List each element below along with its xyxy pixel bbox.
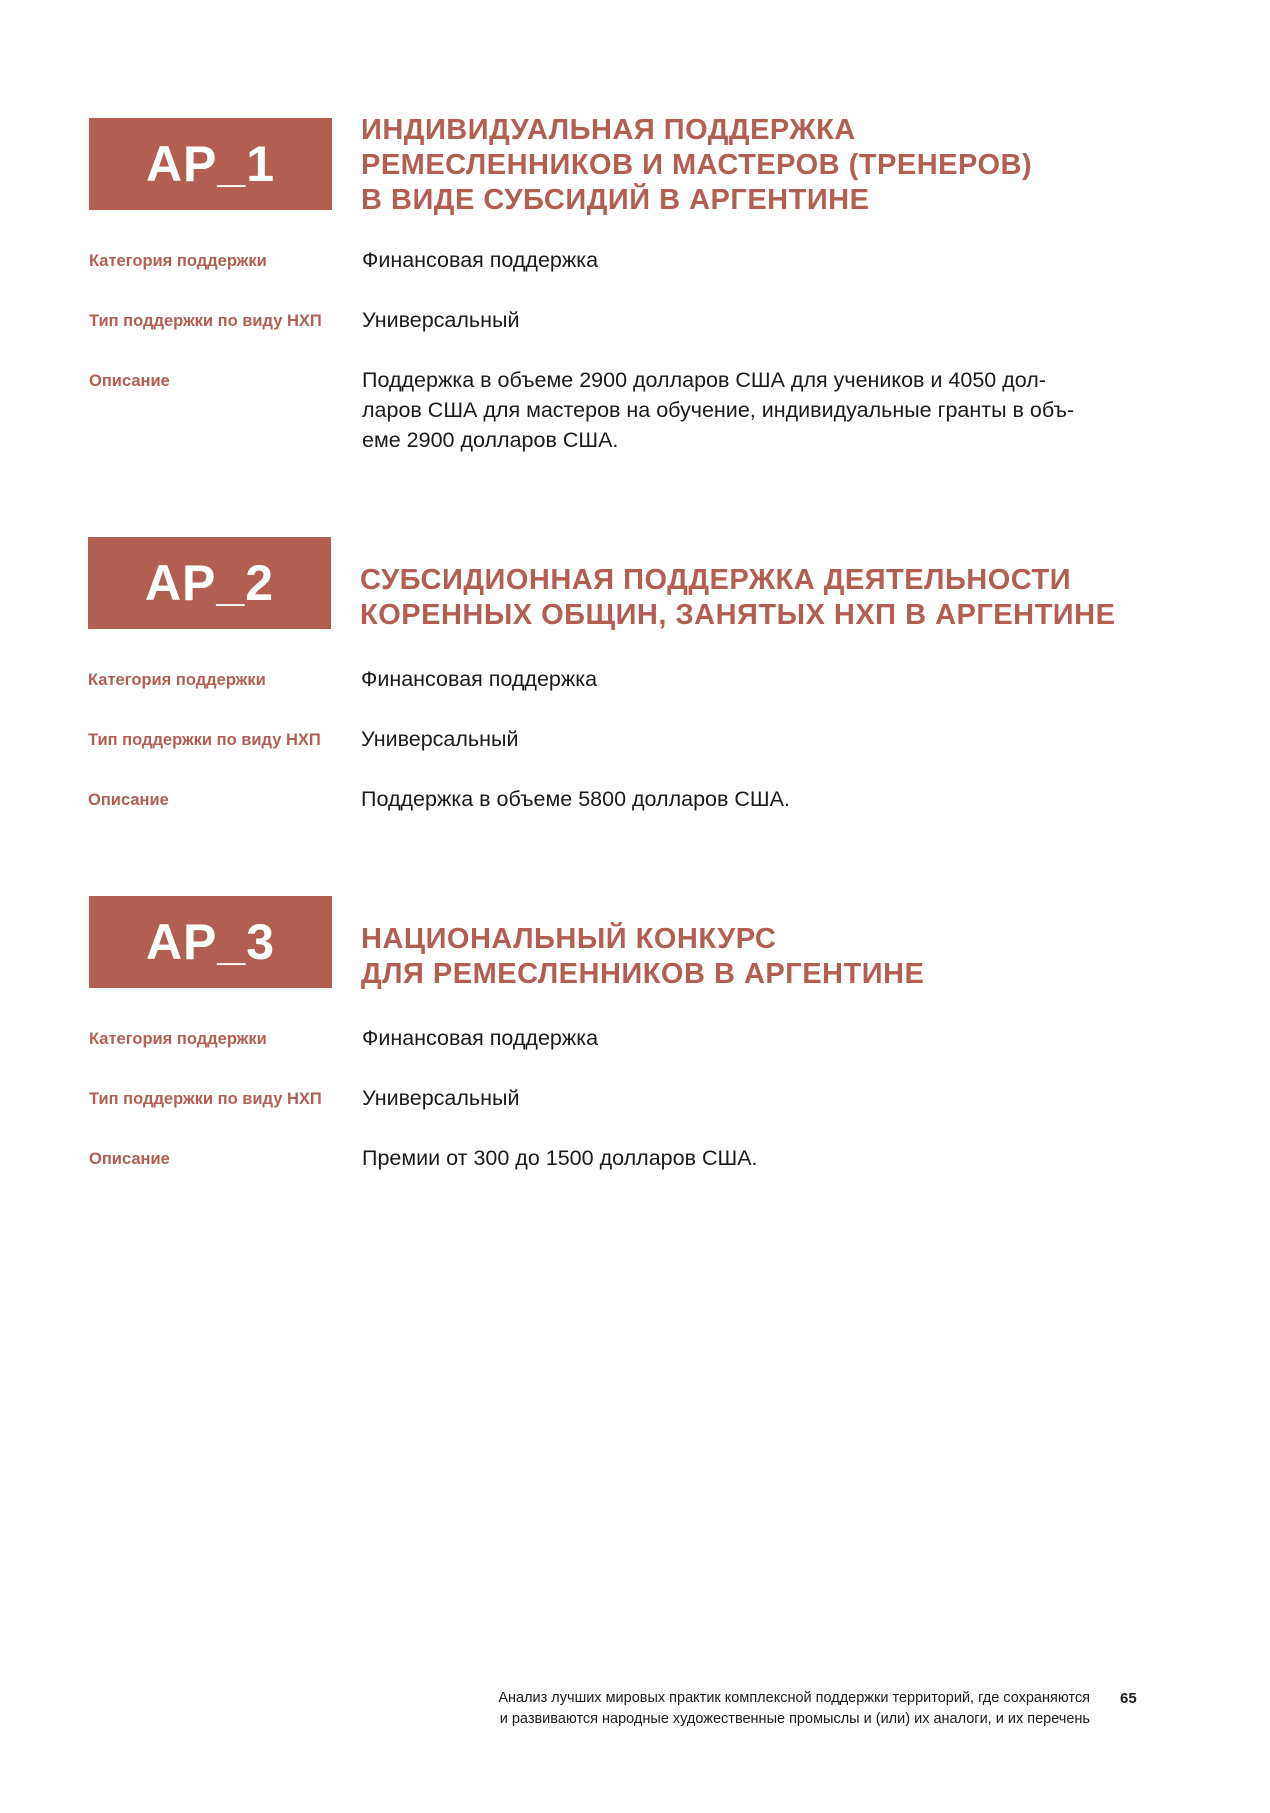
value-line: Универсальный bbox=[361, 727, 519, 751]
row-value bbox=[362, 305, 1162, 335]
row-label: Тип поддержки по виду НХП bbox=[89, 312, 322, 330]
title-line: ДЛЯ РЕМЕСЛЕННИКОВ В АРГЕНТИНЕ bbox=[361, 958, 925, 990]
value-line: Финансовая поддержка bbox=[362, 248, 599, 272]
row-value bbox=[362, 1083, 1162, 1113]
row-label: Категория поддержки bbox=[89, 1030, 267, 1048]
code-badge bbox=[88, 537, 331, 629]
row-value bbox=[362, 245, 1162, 275]
title-line: В ВИДЕ СУБСИДИЙ В АРГЕНТИНЕ bbox=[361, 184, 870, 216]
code-label: AP_2 bbox=[144, 555, 275, 611]
row-value bbox=[362, 1023, 1162, 1053]
row-label: Описание bbox=[88, 791, 169, 809]
row-value bbox=[361, 724, 1161, 754]
value-line: Финансовая поддержка bbox=[362, 1026, 599, 1050]
entry-title bbox=[361, 922, 1211, 992]
row-label: Тип поддержки по виду НХП bbox=[88, 731, 321, 749]
entry-title bbox=[361, 113, 1211, 218]
value-line: еме 2900 долларов США. bbox=[362, 428, 619, 452]
value-line: Универсальный bbox=[362, 308, 520, 332]
footer-line: Анализ лучших мировых практик комплексной поддержки территорий, где сохраняются bbox=[498, 1690, 1090, 1706]
title-line: СУБСИДИОННАЯ ПОДДЕРЖКА ДЕЯТЕЛЬНОСТИ bbox=[360, 564, 1072, 596]
row-value bbox=[361, 664, 1161, 694]
title-line: НАЦИОНАЛЬНЫЙ КОНКУРС bbox=[361, 923, 777, 955]
row-label: Тип поддержки по виду НХП bbox=[89, 1090, 322, 1108]
row-label: Описание bbox=[89, 372, 170, 390]
code-badge bbox=[89, 896, 332, 988]
code-badge bbox=[89, 118, 332, 210]
value-line: Поддержка в объеме 5800 долларов США. bbox=[361, 787, 790, 811]
value-line: Финансовая поддержка bbox=[361, 667, 598, 691]
row-value bbox=[362, 1143, 1162, 1173]
page-number: 65 bbox=[1120, 1690, 1137, 1707]
footer-line: и развиваются народные художественные промыслы и (или) их аналоги, и их перечень bbox=[499, 1711, 1090, 1727]
title-line: РЕМЕСЛЕННИКОВ И МАСТЕРОВ (ТРЕНЕРОВ) bbox=[361, 149, 1033, 181]
title-line: ИНДИВИДУАЛЬНАЯ ПОДДЕРЖКА bbox=[361, 114, 856, 146]
row-value bbox=[362, 365, 1162, 455]
running-footer bbox=[380, 1688, 1090, 1730]
value-line: Универсальный bbox=[362, 1086, 520, 1110]
row-label: Категория поддержки bbox=[88, 671, 266, 689]
row-label: Описание bbox=[89, 1150, 170, 1168]
entry-title bbox=[360, 563, 1210, 633]
value-line: Премии от 300 до 1500 долларов США. bbox=[362, 1146, 758, 1170]
code-label: AP_3 bbox=[145, 914, 276, 970]
title-line: КОРЕННЫХ ОБЩИН, ЗАНЯТЫХ НХП В АРГЕНТИНЕ bbox=[360, 599, 1116, 631]
row-value bbox=[361, 784, 1161, 814]
row-label: Категория поддержки bbox=[89, 252, 267, 270]
code-label: AP_1 bbox=[145, 136, 276, 192]
value-line: ларов США для мастеров на обучение, индивидуальные гранты в объ- bbox=[362, 398, 1075, 422]
value-line: Поддержка в объеме 2900 долларов США для учеников и 4050 дол- bbox=[362, 368, 1046, 392]
